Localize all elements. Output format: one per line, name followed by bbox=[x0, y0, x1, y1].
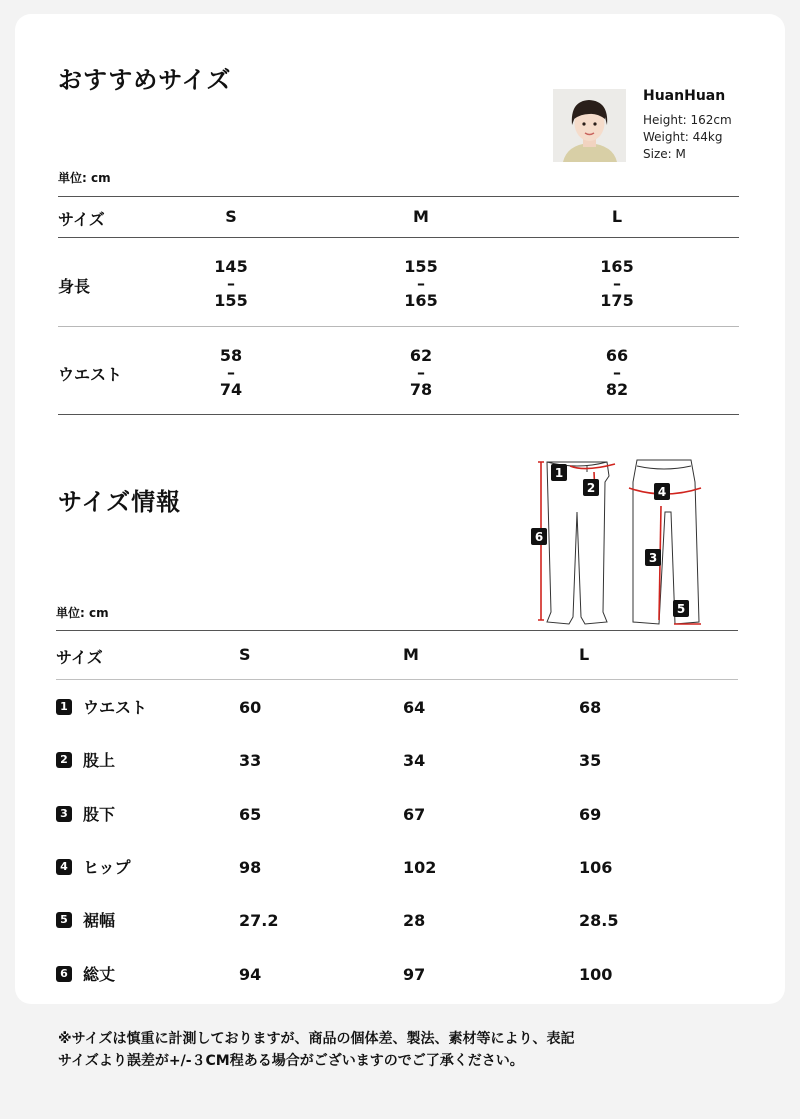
value-l: 106 bbox=[579, 858, 613, 877]
svg-text:4: 4 bbox=[657, 485, 667, 499]
table-row bbox=[56, 804, 746, 826]
measure-label: 股下 bbox=[83, 805, 116, 824]
value-l: 100 bbox=[579, 965, 613, 984]
pants-measurement-diagram bbox=[525, 452, 710, 630]
size-info-header-m: M bbox=[403, 645, 419, 664]
number-badge: 5 bbox=[56, 912, 72, 928]
value-m: 64 bbox=[403, 698, 426, 717]
value-l: 68 bbox=[579, 698, 602, 717]
measure-label: ヒップ bbox=[83, 858, 131, 877]
table-row bbox=[56, 697, 746, 719]
footnote bbox=[58, 1028, 778, 1072]
value-m: 28 bbox=[403, 911, 426, 930]
table-cell: 66 – 82 bbox=[605, 346, 629, 399]
svg-text:5: 5 bbox=[676, 602, 686, 616]
svg-text:6: 6 bbox=[534, 530, 544, 544]
table-row bbox=[56, 964, 746, 986]
table-rule bbox=[56, 630, 738, 631]
size-info-header-s: S bbox=[239, 645, 251, 664]
size-info-title: サイズ情報 bbox=[58, 488, 182, 516]
table-rule bbox=[56, 679, 738, 680]
size-header-s: S bbox=[225, 207, 237, 226]
svg-text:1: 1 bbox=[554, 466, 564, 480]
value-m: 67 bbox=[403, 805, 426, 824]
table-rule bbox=[58, 196, 739, 197]
value-s: 65 bbox=[239, 805, 262, 824]
value-m: 34 bbox=[403, 751, 426, 770]
number-badge: 3 bbox=[56, 806, 72, 822]
table-row bbox=[56, 750, 746, 772]
number-badge: 4 bbox=[56, 859, 72, 875]
measure-label: ウエスト bbox=[83, 698, 148, 717]
size-header-l: L bbox=[611, 207, 623, 226]
number-badge: 2 bbox=[56, 752, 72, 768]
table-cell: 62 – 78 bbox=[409, 346, 433, 399]
table-rule bbox=[58, 414, 739, 415]
value-s: 94 bbox=[239, 965, 262, 984]
row-label-height: 身長 bbox=[58, 277, 91, 296]
number-badge: 1 bbox=[56, 699, 72, 715]
table-cell: 58 – 74 bbox=[219, 346, 243, 399]
size-info-header-label: サイズ bbox=[56, 648, 103, 667]
model-name: HuanHuan bbox=[643, 88, 726, 104]
value-m: 102 bbox=[403, 858, 437, 877]
size-info-header-l: L bbox=[579, 645, 590, 664]
measure-label: 裾幅 bbox=[83, 911, 116, 930]
table-cell: 145 – 155 bbox=[214, 257, 248, 310]
unit-label: 単位: cm bbox=[58, 171, 111, 185]
row-label-waist: ウエスト bbox=[58, 365, 123, 384]
value-s: 98 bbox=[239, 858, 262, 877]
value-l: 28.5 bbox=[579, 911, 619, 930]
footnote-line-2: サイズより誤差が+/-３CM程ある場合がございますのでご了承ください。 bbox=[58, 1053, 524, 1069]
table-row bbox=[56, 910, 746, 932]
table-row bbox=[56, 857, 746, 879]
value-l: 69 bbox=[579, 805, 602, 824]
size-header-m: M bbox=[413, 207, 429, 226]
recommended-size-title: おすすめサイズ bbox=[58, 66, 232, 94]
svg-text:2: 2 bbox=[586, 481, 596, 495]
model-photo bbox=[553, 89, 626, 162]
measure-label: 総丈 bbox=[83, 965, 116, 984]
footnote-line-1: ※サイズは慎重に計測しておりますが、商品の個体差、製法、素材等により、表記 bbox=[58, 1031, 575, 1047]
model-size: Size: M bbox=[643, 147, 686, 161]
table-cell: 155 – 165 bbox=[404, 257, 438, 310]
size-header-label: サイズ bbox=[58, 210, 105, 229]
number-badge: 6 bbox=[56, 966, 72, 982]
table-rule bbox=[58, 326, 739, 327]
value-l: 35 bbox=[579, 751, 602, 770]
measure-label: 股上 bbox=[83, 751, 116, 770]
value-s: 33 bbox=[239, 751, 262, 770]
unit-label-2: 単位: cm bbox=[56, 606, 109, 620]
svg-text:3: 3 bbox=[648, 551, 658, 565]
table-rule bbox=[58, 237, 739, 238]
value-s: 27.2 bbox=[239, 911, 279, 930]
model-height: Height: 162cm bbox=[643, 113, 732, 127]
model-weight: Weight: 44kg bbox=[643, 130, 723, 144]
table-cell: 165 – 175 bbox=[600, 257, 634, 310]
value-s: 60 bbox=[239, 698, 262, 717]
value-m: 97 bbox=[403, 965, 426, 984]
